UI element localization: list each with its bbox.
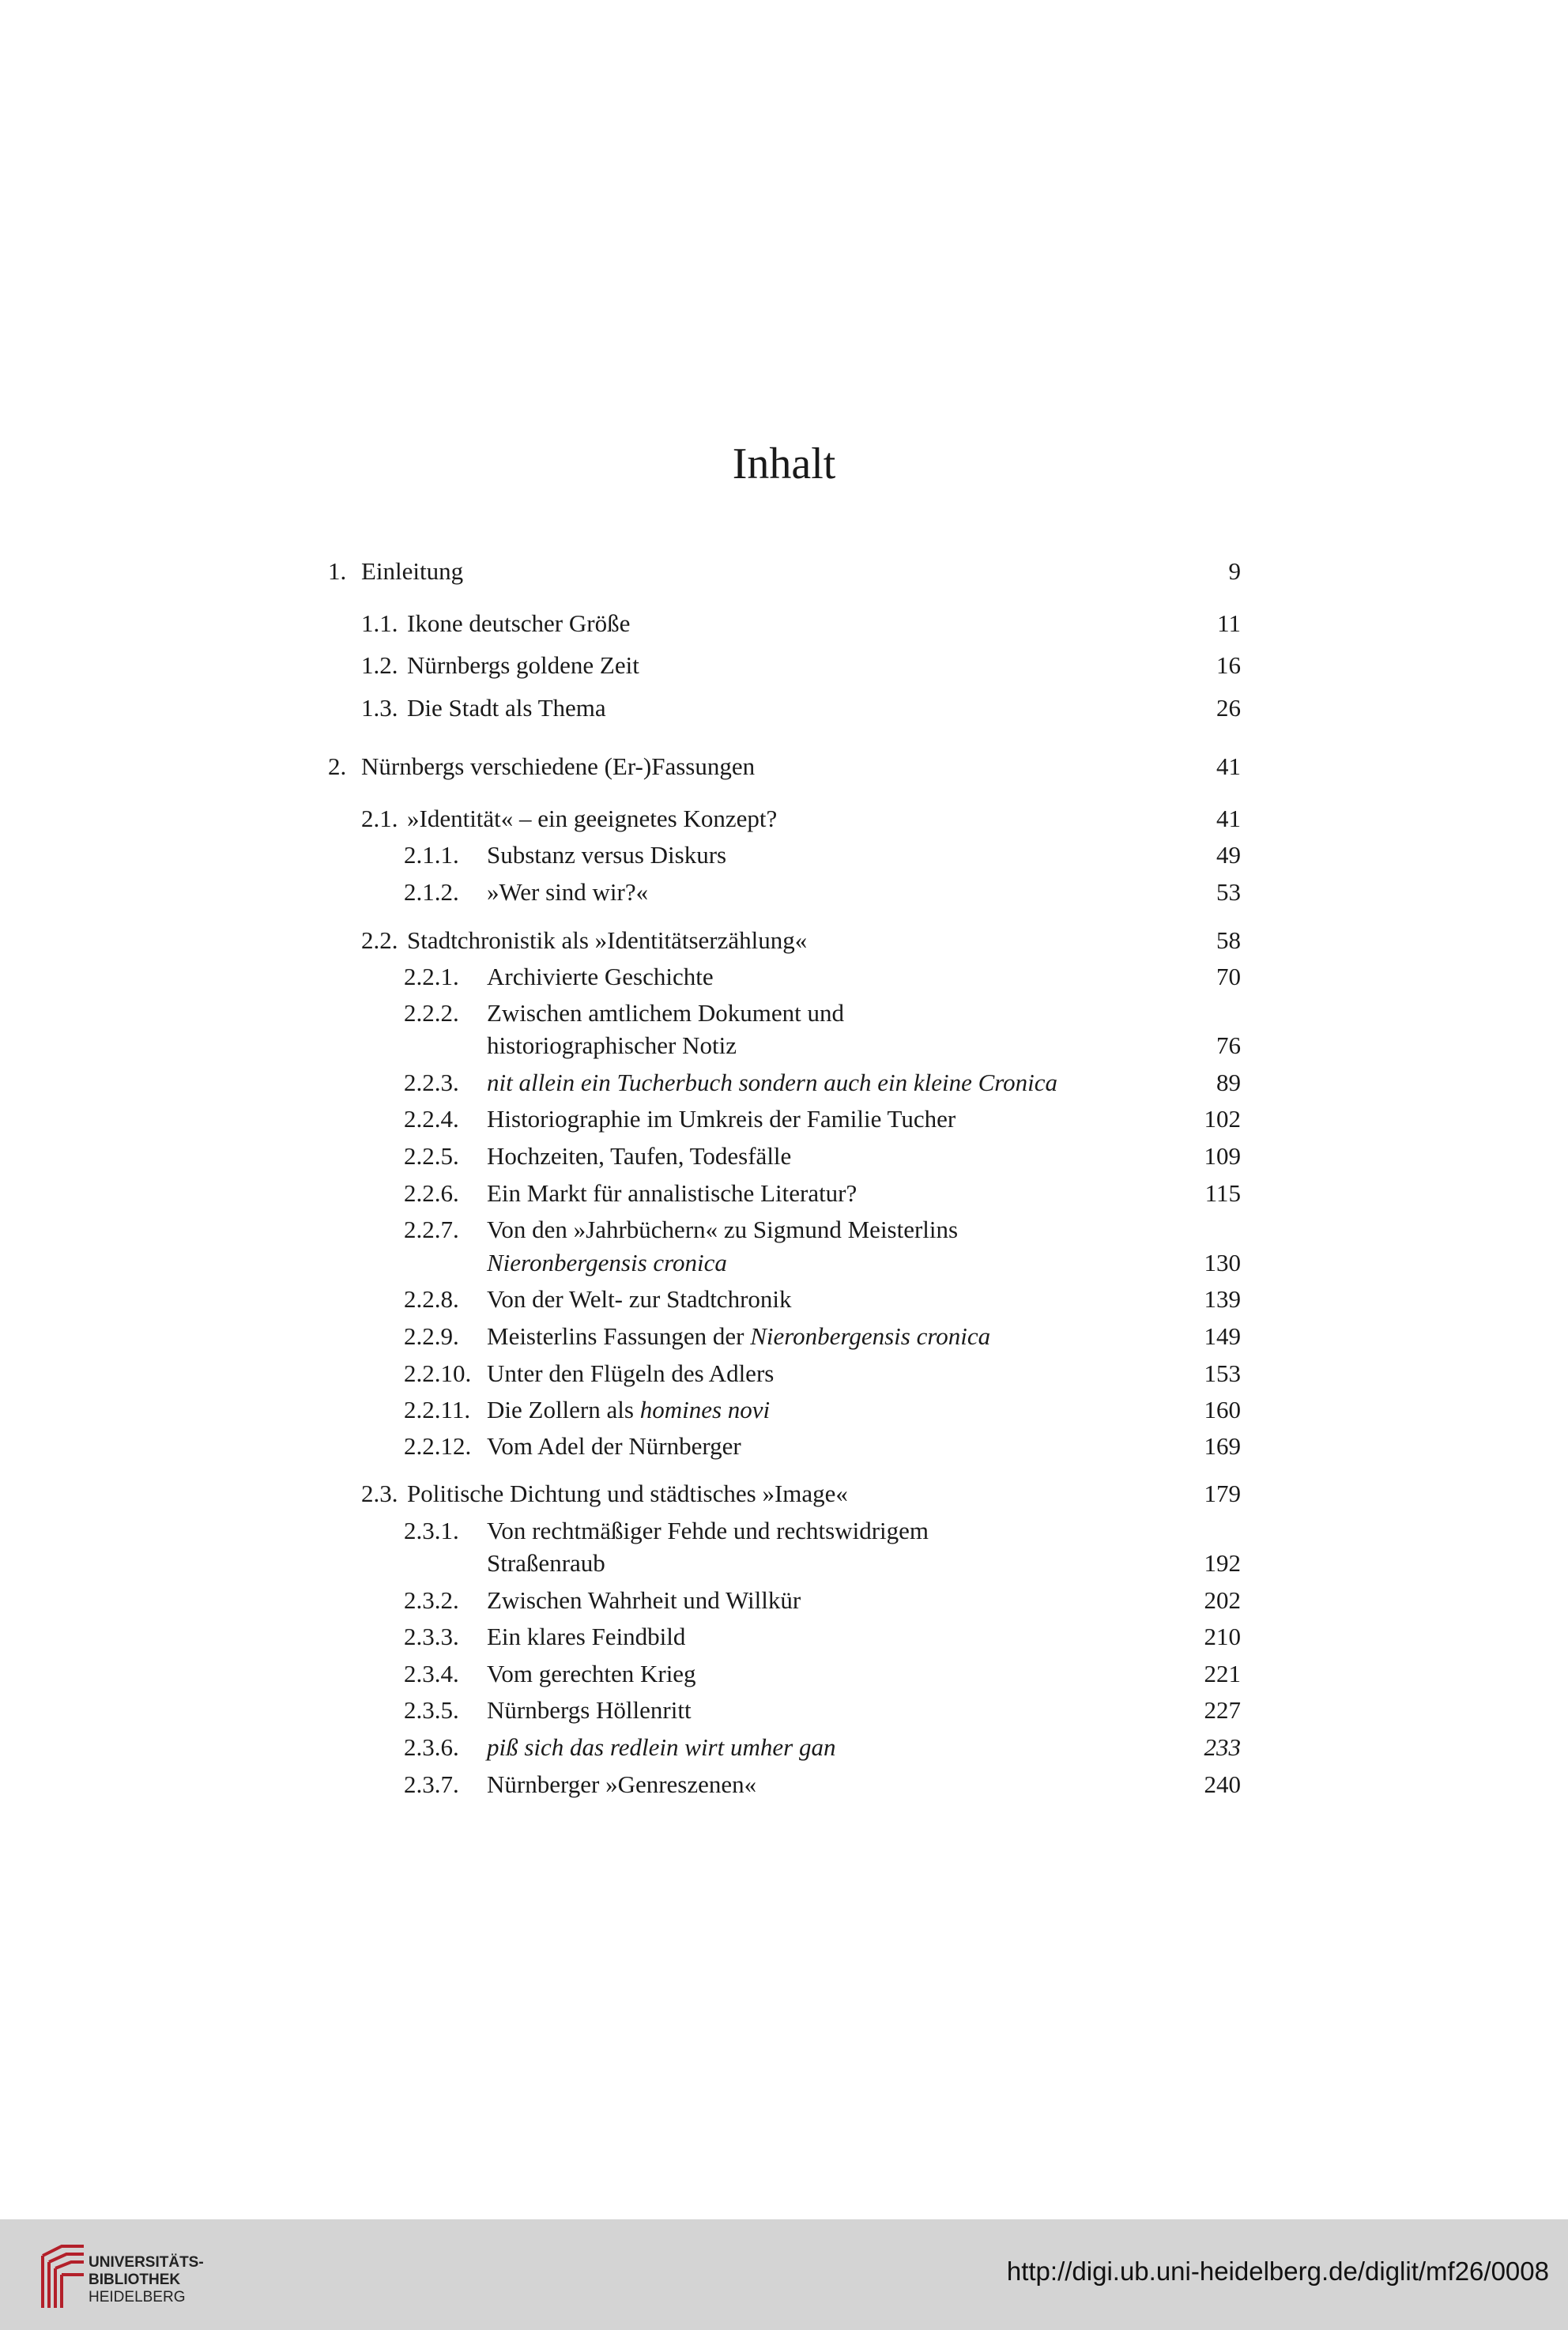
toc-title (487, 1394, 770, 1426)
toc-number: 1.1. (361, 609, 398, 637)
toc-title (487, 1321, 990, 1352)
toc-page: 41 (1216, 752, 1241, 780)
toc-title: »Identität« – ein geeignetes Konzept? (407, 805, 778, 832)
toc-page: 233 (1204, 1733, 1241, 1761)
toc-page: 115 (1204, 1179, 1241, 1207)
toc-page: 49 (1216, 841, 1241, 869)
toc-title-part: Meisterlins Fassungen der (487, 1322, 751, 1350)
toc-page: 41 (1216, 805, 1241, 832)
toc-number: 2.2.2. (404, 999, 459, 1027)
toc-page: 210 (1204, 1623, 1241, 1650)
toc-title: Ein klares Feindbild (487, 1623, 686, 1650)
toc-number: 2.3.7. (404, 1770, 459, 1798)
toc-page: 89 (1216, 1069, 1241, 1096)
toc-page: 160 (1204, 1396, 1241, 1423)
library-logo-icon (38, 2232, 89, 2316)
toc-number: 2.2.5. (404, 1142, 459, 1170)
logo-line: BIBLIOTHEK (89, 2272, 181, 2288)
toc-page: 130 (1204, 1249, 1241, 1276)
toc-title: Nürnbergs verschiedene (Er-)Fassungen (361, 752, 756, 780)
toc-title: Nürnbergs Höllenritt (487, 1696, 692, 1724)
toc-page: 26 (1216, 694, 1241, 722)
toc-title-italic: Nieronbergensis cronica (750, 1322, 991, 1350)
toc-number: 2.2.1. (404, 963, 459, 990)
toc-title: nit allein ein Tucherbuch sondern auch ein kleine Cronica (487, 1069, 1058, 1096)
footer-bar (0, 2219, 1568, 2330)
toc-number: 2.2.10. (404, 1359, 472, 1387)
toc-page: 11 (1217, 609, 1241, 637)
toc-page: 16 (1216, 651, 1241, 679)
toc-title: Von der Welt- zur Stadtchronik (487, 1285, 792, 1313)
toc-title: Substanz versus Diskurs (487, 841, 727, 869)
toc-title: Hochzeiten, Taufen, Todesfälle (487, 1142, 792, 1170)
toc-page: 102 (1204, 1105, 1241, 1133)
toc-page: 149 (1204, 1322, 1241, 1350)
toc-title: Vom gerechten Krieg (487, 1660, 696, 1687)
toc-title-continued: Nieronbergensis cronica (487, 1249, 727, 1276)
toc-title: Einleitung (361, 557, 464, 585)
logo-line: HEIDELBERG (89, 2289, 186, 2305)
toc-number: 2.3.1. (404, 1517, 459, 1544)
toc-title: Ikone deutscher Größe (407, 609, 631, 637)
toc-page: 58 (1216, 926, 1241, 954)
toc-page: 139 (1204, 1285, 1241, 1313)
toc-number: 2.2.9. (404, 1322, 459, 1350)
toc-page: 70 (1216, 963, 1241, 990)
toc-number: 2.1.2. (404, 878, 459, 906)
library-logo-text (89, 2254, 204, 2306)
toc-number: 2.2.8. (404, 1285, 459, 1313)
toc-title: piß sich das redlein wirt umher gan (487, 1733, 836, 1761)
toc-number: 2.2.7. (404, 1216, 459, 1243)
toc-title-continued: Straßenraub (487, 1549, 605, 1577)
toc-page: 179 (1204, 1480, 1241, 1507)
toc-page: 53 (1216, 878, 1241, 906)
logo-line: UNIVERSITÄTS- (89, 2254, 204, 2271)
toc-title: Nürnberger »Genreszenen« (487, 1770, 757, 1798)
toc-number: 2.2.4. (404, 1105, 459, 1133)
toc-number: 2.3.5. (404, 1696, 459, 1724)
toc-page: 221 (1204, 1660, 1241, 1687)
page-title: Inhalt (732, 439, 836, 488)
toc-title: Ein Markt für annalistische Literatur? (487, 1179, 858, 1207)
toc-number: 2.3.4. (404, 1660, 459, 1687)
toc-number: 1. (328, 557, 347, 585)
toc-number: 2.2. (361, 926, 398, 954)
toc-number: 2.2.3. (404, 1069, 459, 1096)
toc-title: Archivierte Geschichte (487, 963, 714, 990)
toc-title: Die Stadt als Thema (407, 694, 606, 722)
toc-page: 227 (1204, 1696, 1241, 1724)
toc-title: Zwischen Wahrheit und Willkür (487, 1586, 801, 1614)
toc-title: Zwischen amtlichem Dokument und (487, 999, 844, 1027)
toc-title: Politische Dichtung und städtisches »Image« (407, 1480, 848, 1507)
toc-title: Vom Adel der Nürnberger (487, 1432, 741, 1460)
toc-title: »Wer sind wir?« (487, 878, 649, 906)
toc-number: 2.1.1. (404, 841, 459, 869)
toc-number: 2.3. (361, 1480, 398, 1507)
toc-title: Von rechtmäßiger Fehde und rechtswidrigem (487, 1517, 929, 1544)
toc-page: 109 (1204, 1142, 1241, 1170)
toc-page: 202 (1204, 1586, 1241, 1614)
toc-title: Von den »Jahrbüchern« zu Sigmund Meisterlins (487, 1216, 959, 1243)
toc-number: 1.2. (361, 651, 398, 679)
toc-title: Historiographie im Umkreis der Familie Tucher (487, 1105, 956, 1133)
toc-title: Unter den Flügeln des Adlers (487, 1359, 775, 1387)
toc-number: 2.3.2. (404, 1586, 459, 1614)
toc-page: 153 (1204, 1359, 1241, 1387)
source-url[interactable]: http://digi.ub.uni-heidelberg.de/diglit/mf26/0008 (1006, 2256, 1549, 2286)
toc-title: Stadtchronistik als »Identitätserzählung« (407, 926, 808, 954)
toc-title-italic: homines novi (639, 1396, 771, 1423)
toc-page: 169 (1204, 1432, 1241, 1460)
toc-page: 9 (1228, 557, 1241, 585)
toc-title-part: Die Zollern als (487, 1396, 640, 1423)
toc-number: 2.3.6. (404, 1733, 459, 1761)
toc-title: Nürnbergs goldene Zeit (407, 651, 639, 679)
toc-page: 192 (1204, 1549, 1241, 1577)
toc-number: 2.2.11. (404, 1396, 471, 1423)
toc-number: 2.1. (361, 805, 398, 832)
toc-title-continued: historiographischer Notiz (487, 1031, 737, 1059)
toc-number: 2.3.3. (404, 1623, 459, 1650)
toc-number: 1.3. (361, 694, 398, 722)
toc-page: 76 (1216, 1031, 1241, 1059)
toc-number: 2. (328, 752, 347, 780)
toc-number: 2.2.6. (404, 1179, 459, 1207)
toc-number: 2.2.12. (404, 1432, 472, 1460)
toc-page: 240 (1204, 1770, 1241, 1798)
